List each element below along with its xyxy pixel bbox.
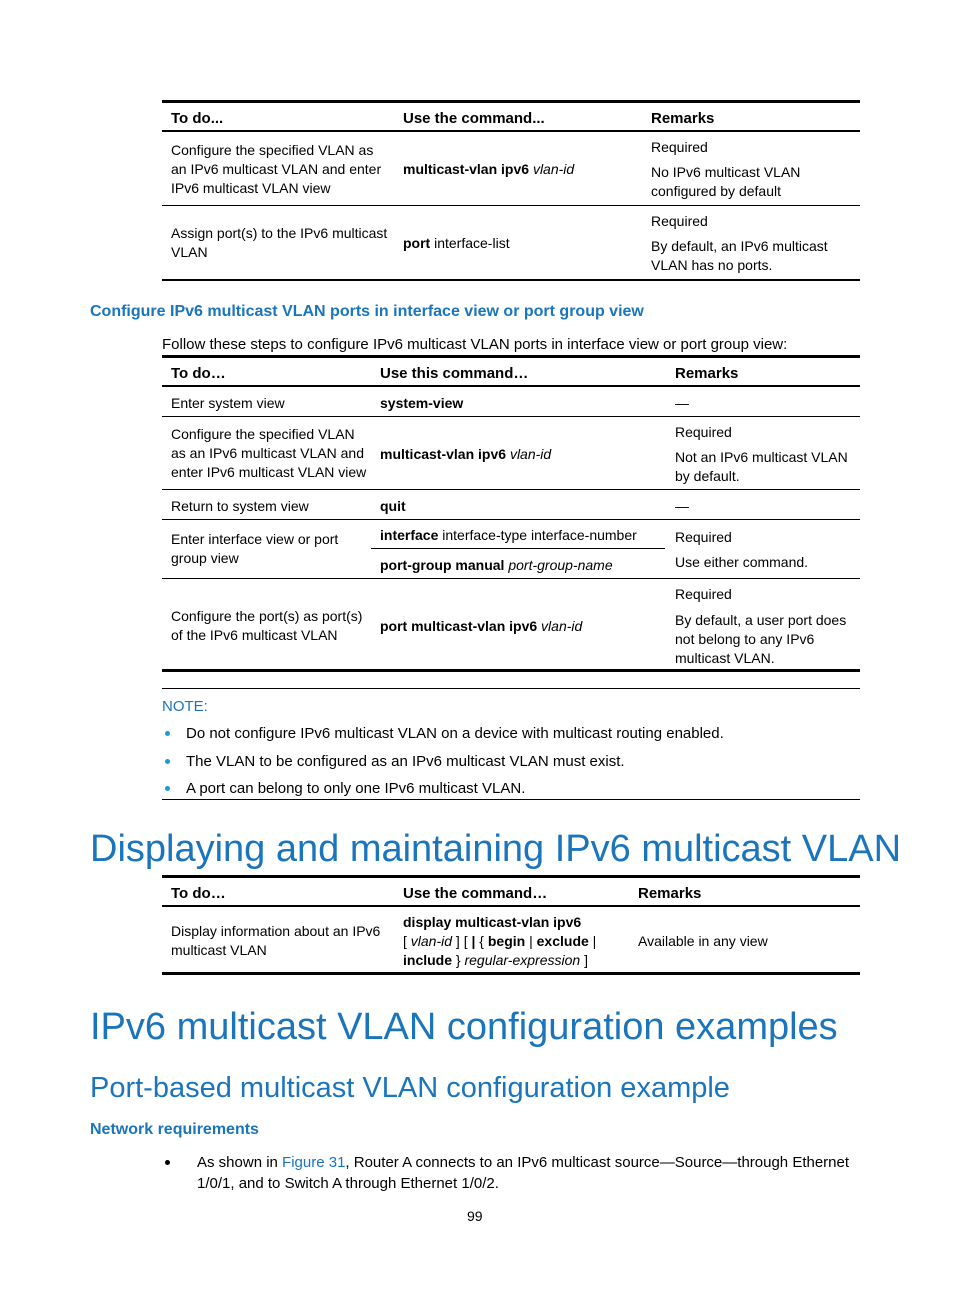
figure-31-link[interactable]: Figure 31 xyxy=(282,1154,346,1171)
table3-row-remark: Available in any view xyxy=(638,933,768,949)
table2-row4-command-interface: interface interface-type interface-number xyxy=(380,527,637,543)
note-bullet-2 xyxy=(165,759,170,764)
table2-divider-3 xyxy=(162,519,860,520)
note-label: NOTE: xyxy=(162,698,208,715)
table2-bottom-rule xyxy=(162,669,860,672)
note-item-3: A port can belong to only one IPv6 multicast VLAN. xyxy=(186,780,526,797)
table2-divider-1 xyxy=(162,416,860,417)
table2-row1-todo: Enter system view xyxy=(171,395,285,411)
table2-row5-remark-detail: By default, a user port does not belong to any IPv6 multicast VLAN. xyxy=(675,612,847,666)
table1-bottom-rule xyxy=(162,279,860,281)
note-bottom-rule xyxy=(162,799,860,800)
note-item-2: The VLAN to be configured as an IPv6 multicast VLAN must exist. xyxy=(186,753,625,770)
table3-header-command: Use the command… xyxy=(403,885,548,902)
table2-row3-command: quit xyxy=(380,498,406,514)
table2-row4-remark-required: Required xyxy=(675,529,732,545)
table3-row-command-line3: include } regular-expression ] xyxy=(403,952,588,968)
table2-row2-todo: Configure the specified VLAN as an IPv6 multicast VLAN and enter IPv6 multicast VLAN view xyxy=(171,426,367,480)
note-bullet-3 xyxy=(165,786,170,791)
note-bullet-1 xyxy=(165,731,170,736)
table3-header-remarks: Remarks xyxy=(638,885,702,902)
heading-config-examples: IPv6 multicast VLAN configuration examples xyxy=(90,1006,838,1048)
table1-top-rule xyxy=(162,100,860,103)
table2-row5-remark-required: Required xyxy=(675,586,732,602)
table2-header-todo: To do… xyxy=(171,365,226,382)
table1-row1-todo: Configure the specified VLAN as an IPv6 multicast VLAN and enter IPv6 multicast VLAN view xyxy=(171,142,382,196)
table2-header-rule xyxy=(162,385,860,387)
table2-header-command: Use this command… xyxy=(380,365,529,382)
table2-row2-remark-required: Required xyxy=(675,424,732,440)
table2-header-remarks: Remarks xyxy=(675,365,739,382)
table1-row1-remark-detail: No IPv6 multicast VLAN configured by default xyxy=(651,164,801,199)
table2-row5-command: port multicast-vlan ipv6 vlan-id xyxy=(380,618,583,634)
table2-row4-todo: Enter interface view or port group view xyxy=(171,531,339,566)
table2-divider-2 xyxy=(162,489,860,490)
network-req-line1: As shown in Figure 31, Router A connects to an IPv6 multicast source—Source—through Ethernet xyxy=(197,1154,850,1171)
table2-row4-command-port-group: port-group manual port-group-name xyxy=(380,557,613,573)
table2-row5-todo: Configure the port(s) as port(s) of the IPv6 multicast VLAN xyxy=(171,608,363,643)
table3-row-todo: Display information about an IPv6 multicast VLAN xyxy=(171,923,381,958)
heading-port-based-example: Port-based multicast VLAN configuration example xyxy=(90,1072,730,1104)
heading-displaying-maintaining: Displaying and maintaining IPv6 multicast VLAN xyxy=(90,828,902,870)
network-req-line2: 1/0/1, and to Switch A through Ethernet 1/0/2. xyxy=(197,1175,499,1192)
table2-top-rule xyxy=(162,355,860,358)
table1-row2-remark-required: Required xyxy=(651,213,708,229)
note-item-1: Do not configure IPv6 multicast VLAN on a device with multicast routing enabled. xyxy=(186,725,724,742)
table1-row2-todo: Assign port(s) to the IPv6 multicast VLAN xyxy=(171,225,388,260)
table2-divider-4 xyxy=(162,578,860,579)
section-intro: Follow these steps to configure IPv6 multicast VLAN ports in interface view or port group view: xyxy=(162,336,788,353)
table1-row-divider xyxy=(162,205,860,206)
table1-header-command: Use the command... xyxy=(403,110,545,127)
table3-header-todo: To do… xyxy=(171,885,226,902)
table2-row2-remark-detail: Not an IPv6 multicast VLAN by default. xyxy=(675,449,848,484)
table2-row2-command: multicast-vlan ipv6 vlan-id xyxy=(380,446,552,462)
table1-row2-command: port interface-list xyxy=(403,235,510,251)
table1-row1-remark-required: Required xyxy=(651,139,708,155)
table2-row1-command: system-view xyxy=(380,395,464,411)
table3-header-rule xyxy=(162,905,860,907)
table3-top-rule xyxy=(162,875,860,878)
table1-header-rule xyxy=(162,130,860,132)
table1-header-remarks: Remarks xyxy=(651,110,715,127)
table1-row2-remark-detail: By default, an IPv6 multicast VLAN has no ports. xyxy=(651,238,828,273)
table3-bottom-rule xyxy=(162,972,860,975)
table2-row1-remark: — xyxy=(675,395,689,411)
page-number: 99 xyxy=(467,1208,483,1224)
heading-network-requirements: Network requirements xyxy=(90,1121,259,1138)
table2-row4-remark-detail: Use either command. xyxy=(675,554,809,570)
table2-row4-inner-divider xyxy=(371,548,665,549)
table3-row-command-line1: display multicast-vlan ipv6 xyxy=(403,914,582,930)
network-req-bullet xyxy=(165,1160,170,1165)
table2-row3-todo: Return to system view xyxy=(171,498,309,514)
table3-row-command-line2: [ vlan-id ] [ | { begin | exclude | xyxy=(403,933,597,949)
table1-header-todo: To do... xyxy=(171,110,224,127)
section-heading-interface-view: Configure IPv6 multicast VLAN ports in interface view or port group view xyxy=(90,303,644,320)
note-top-rule xyxy=(162,688,860,689)
table2-row3-remark: — xyxy=(675,498,689,514)
table1-row1-command: multicast-vlan ipv6 vlan-id xyxy=(403,161,575,177)
